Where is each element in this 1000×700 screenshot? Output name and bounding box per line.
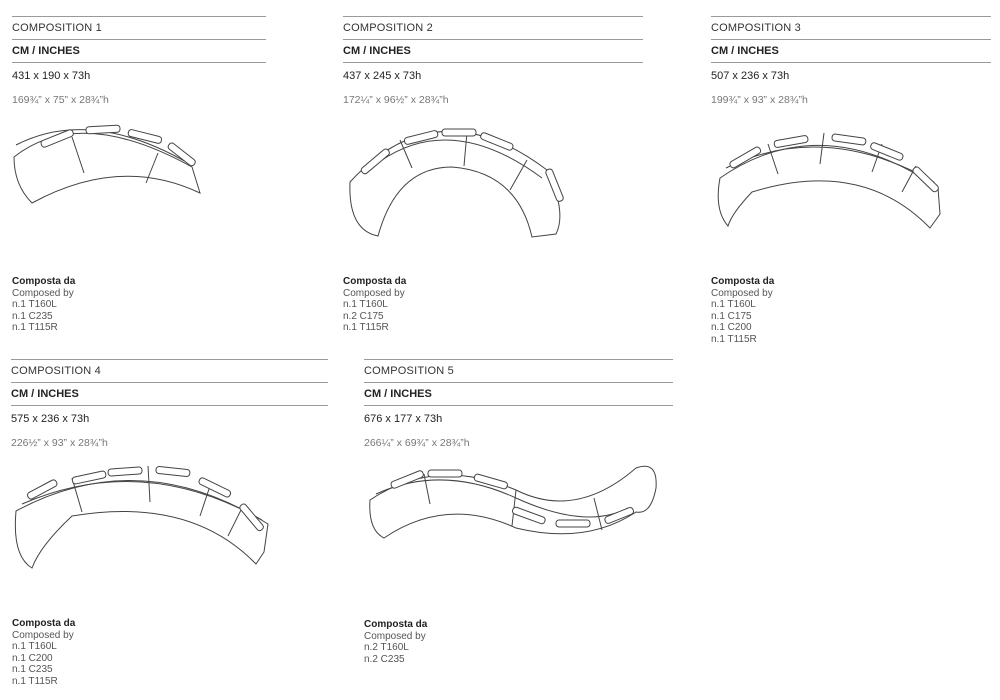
- composed-title: Composta da: [364, 619, 428, 630]
- component-item: n.1 T115R: [343, 322, 389, 333]
- units-label: CM / INCHES: [343, 40, 643, 63]
- composed-title: Composta da: [12, 618, 76, 629]
- dimensions-inches: 226½” x 93” x 28¾”h: [11, 437, 108, 449]
- dimensions-cm: 676 x 177 x 73h: [364, 413, 443, 425]
- composed-by-1: [12, 276, 75, 334]
- dimensions-inches: 169¾” x 75” x 28¾”h: [12, 94, 109, 106]
- composition-5-spec: [364, 359, 673, 450]
- sofa-drawing-2: [342, 112, 572, 242]
- composed-subtitle: Composed by: [343, 287, 405, 299]
- component-item: n.1 T115R: [12, 322, 58, 333]
- composition-title: COMPOSITION 2: [343, 16, 643, 40]
- component-item: n.2 C235: [364, 653, 405, 665]
- units-label: CM / INCHES: [711, 40, 991, 63]
- dimensions-inches: 199¾” x 93” x 28¾”h: [711, 94, 808, 106]
- units-label: CM / INCHES: [11, 383, 328, 406]
- component-item: n.1 T160L: [711, 299, 756, 310]
- component-item: n.1 C235: [12, 310, 53, 322]
- composed-subtitle: Composed by: [12, 287, 74, 299]
- component-item: n.1 C235: [12, 664, 53, 675]
- component-item: n.2 T160L: [364, 642, 409, 653]
- composed-title: Composta da: [12, 276, 76, 287]
- units-label: CM / INCHES: [12, 40, 266, 63]
- dimensions-cm: 507 x 236 x 73h: [711, 70, 790, 82]
- composition-3-spec: [711, 16, 991, 107]
- component-item: n.1 T160L: [12, 299, 57, 310]
- composition-4-spec: [11, 359, 328, 450]
- component-item: n.1 T115R: [711, 333, 757, 345]
- composition-title: COMPOSITION 3: [711, 16, 991, 40]
- composition-title: COMPOSITION 5: [364, 359, 673, 383]
- component-item: n.2 C175: [343, 310, 384, 322]
- dimensions-cm: 431 x 190 x 73h: [12, 70, 91, 82]
- dimensions-cm: 575 x 236 x 73h: [11, 413, 90, 425]
- sofa-drawing-3: [712, 118, 952, 233]
- units-label: CM / INCHES: [364, 383, 673, 406]
- dimensions-cm: 437 x 245 x 73h: [343, 70, 422, 82]
- composition-title: COMPOSITION 4: [11, 359, 328, 383]
- component-item: n.1 C175: [711, 310, 752, 322]
- component-item: n.1 T160L: [12, 641, 57, 652]
- sofa-drawing-1: [10, 115, 210, 205]
- composed-title: Composta da: [711, 276, 775, 287]
- composed-subtitle: Composed by: [364, 630, 426, 642]
- composition-2-spec: [343, 16, 643, 107]
- composed-subtitle: Composed by: [711, 287, 773, 299]
- composed-subtitle: Composed by: [12, 629, 74, 641]
- component-item: n.1 T115R: [12, 675, 58, 687]
- sofa-drawing-4: [10, 456, 275, 571]
- component-item: n.1 C200: [711, 322, 752, 333]
- composed-by-3: [711, 276, 774, 345]
- component-item: n.1 C200: [12, 652, 53, 664]
- composed-by-2: [343, 276, 406, 334]
- composed-by-5: [364, 619, 427, 665]
- composed-title: Composta da: [343, 276, 407, 287]
- sofa-drawing-5: [366, 460, 666, 552]
- component-item: n.1 T160L: [343, 299, 388, 310]
- dimensions-inches: 266¼” x 69¾” x 28¾”h: [364, 437, 470, 449]
- composition-1-spec: [12, 16, 266, 107]
- dimensions-inches: 172¼” x 96½” x 28¾”h: [343, 94, 449, 106]
- composed-by-4: [12, 618, 75, 687]
- composition-title: COMPOSITION 1: [12, 16, 266, 40]
